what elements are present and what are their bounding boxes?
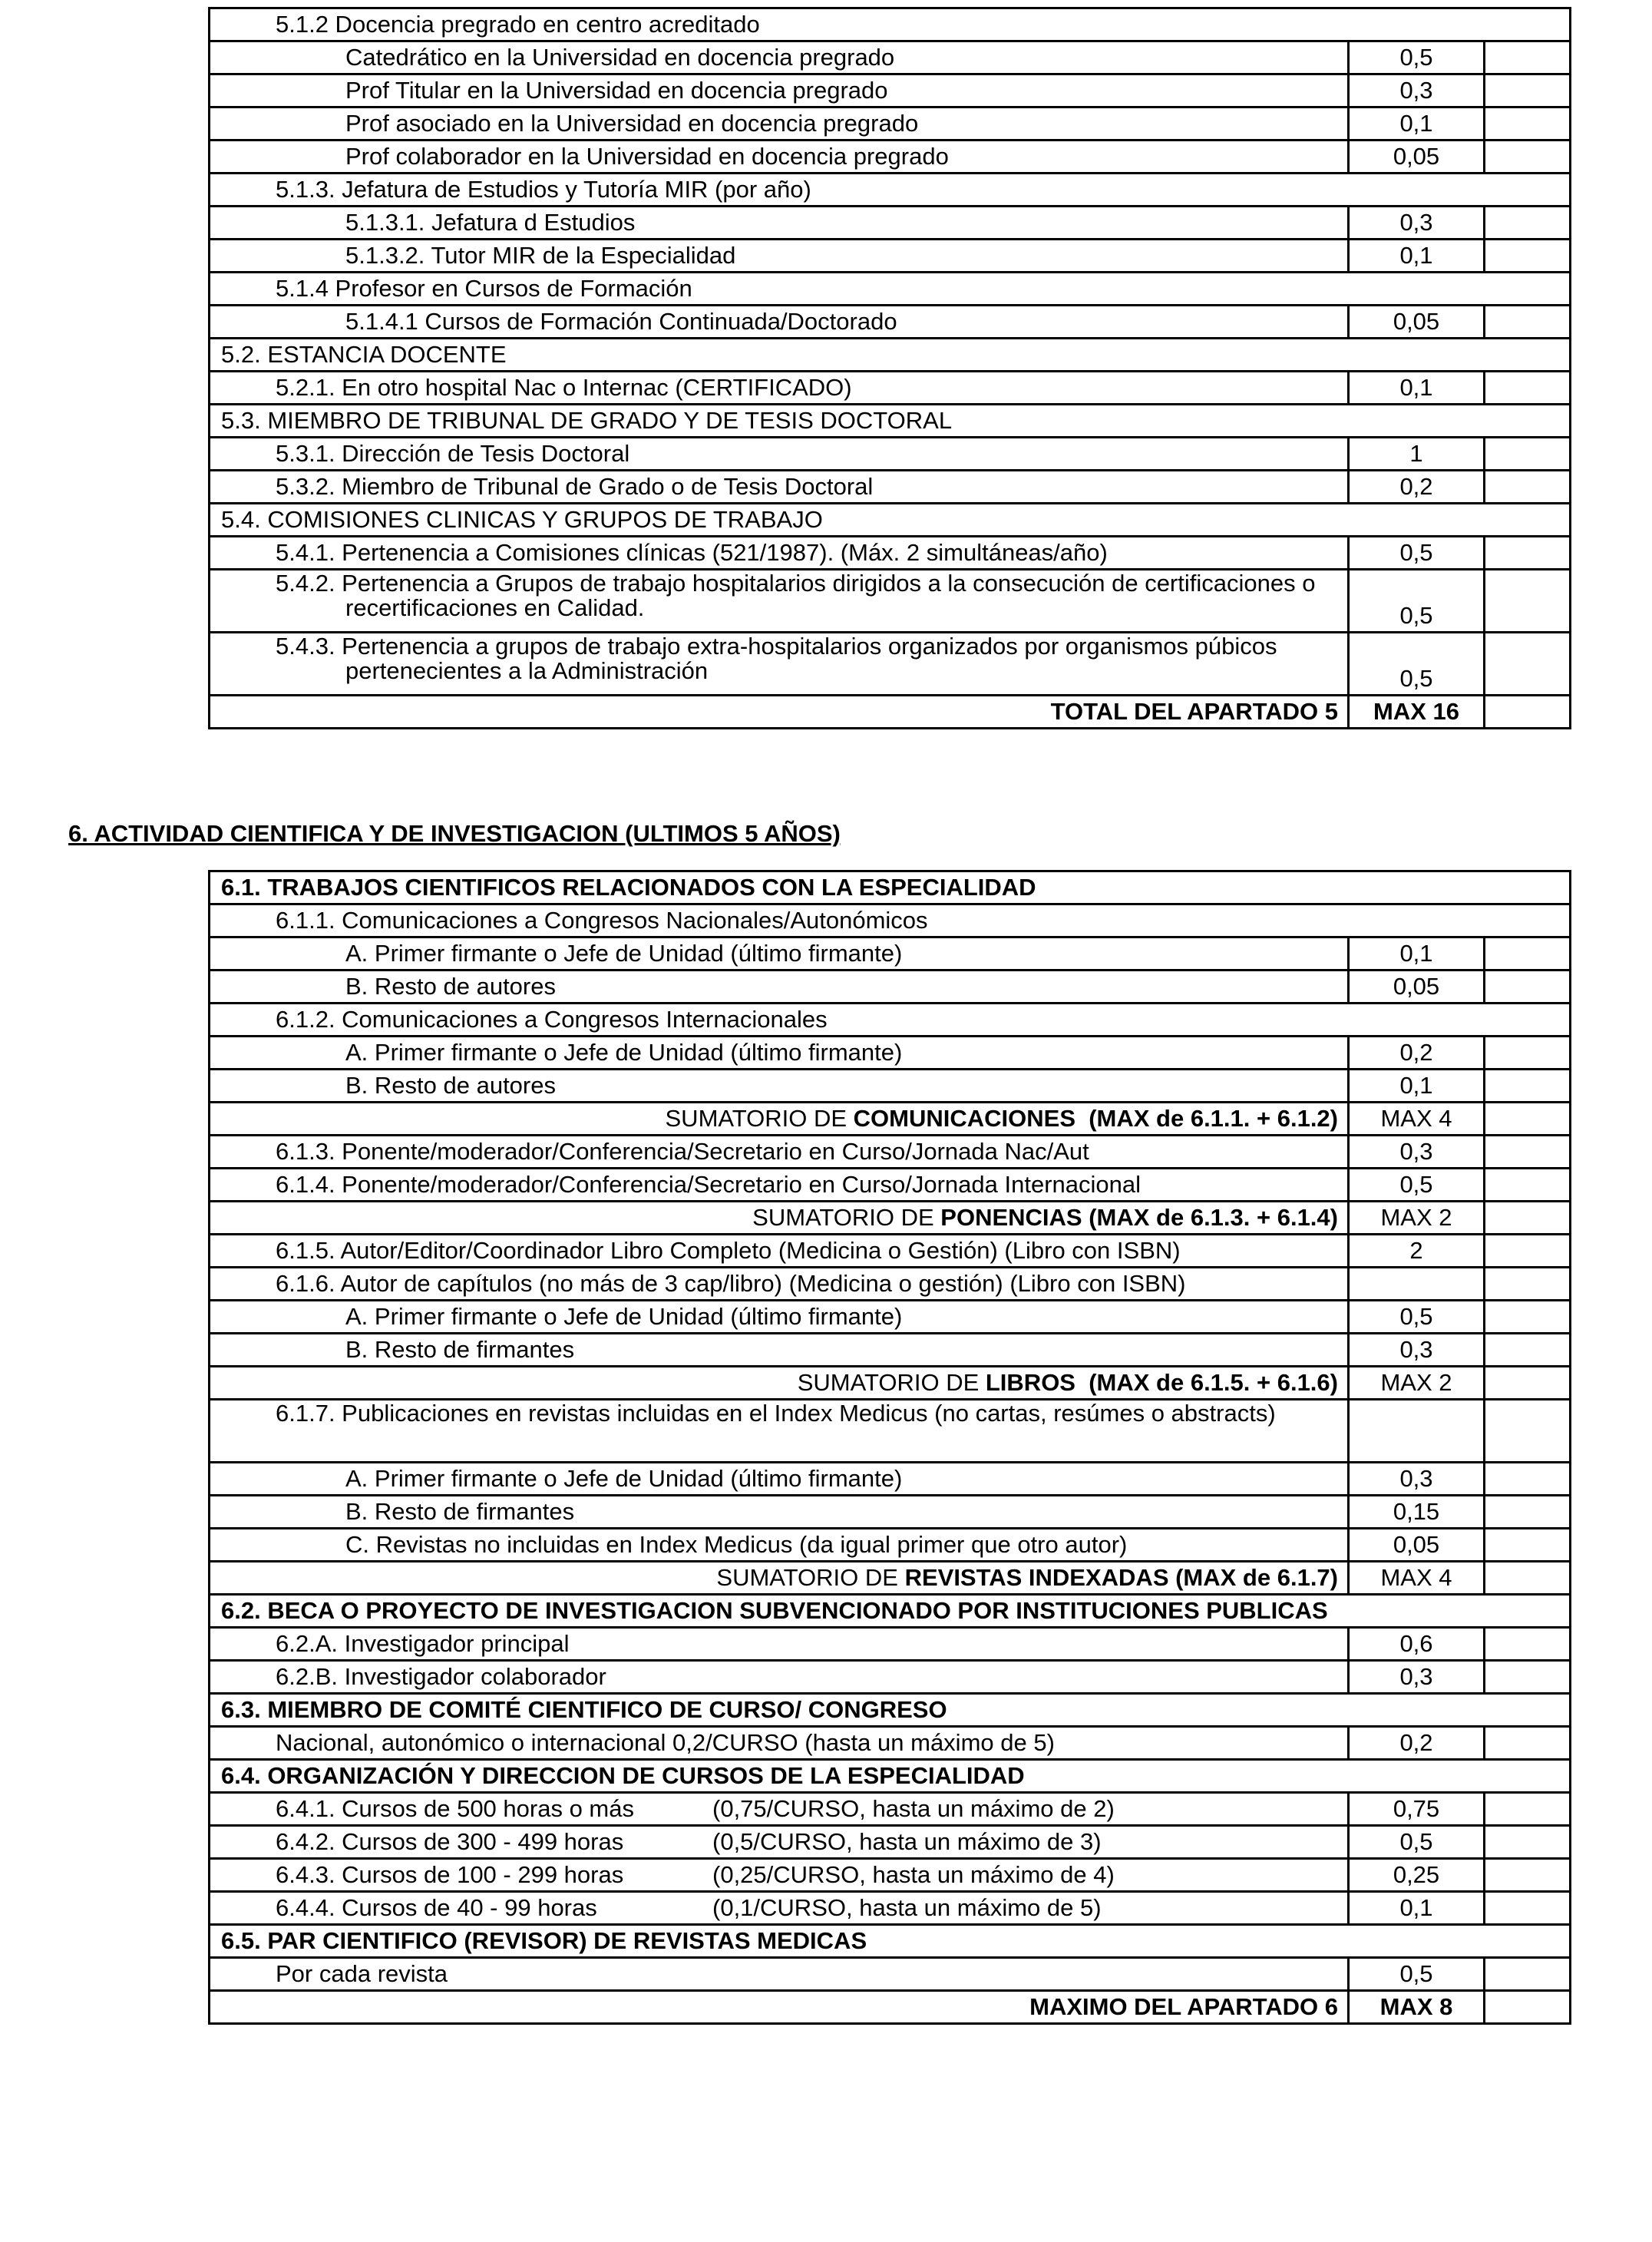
course-label: 6.4.2. Cursos de 300 - 499 horas [276,1828,624,1855]
table-row [210,1529,1571,1562]
row-description [210,1400,1349,1463]
row-description [210,471,1349,504]
table-row [210,107,1571,141]
description-text: 5.1.3.1. Jefatura d Estudios [345,209,636,236]
score-entry-cell[interactable] [1485,570,1571,633]
description-text: 6.5. PAR CIENTIFICO (REVISOR) DE REVISTAS MEDICAS [221,1927,867,1954]
section-header-row [210,1595,1571,1628]
score-value: 0,25 [1349,1859,1485,1892]
table-row [210,1661,1571,1694]
table-row [210,1628,1571,1661]
score-value: 0,1 [1349,1892,1485,1925]
row-description [210,405,1571,438]
table-row [210,1859,1571,1892]
row-description [210,1037,1349,1070]
section-header-row [210,339,1571,372]
score-value: 0,3 [1349,207,1485,240]
description-text: 6.2. BECA O PROYECTO DE INVESTIGACION SUBVENCIONADO POR INSTITUCIONES PUBLICAS [221,1597,1328,1624]
score-entry-cell[interactable] [1485,107,1571,141]
table-row [210,438,1571,471]
table-row [210,1169,1571,1202]
row-description [210,207,1349,240]
total-row [210,1103,1571,1136]
description-text: Prof Titular en la Universidad en docencia pregrado [345,77,888,104]
section-header-row [210,504,1571,537]
description-text: 5.4.1. Pertenencia a Comisiones clínicas (521/1987). (Máx. 2 simultáneas/año) [276,539,1108,566]
score-entry-cell[interactable] [1485,1103,1571,1136]
row-description [210,1367,1349,1400]
row-description [210,1859,1349,1892]
table-row [210,1892,1571,1925]
table-row [210,471,1571,504]
row-description [210,1760,1571,1793]
description-text: Prof colaborador en la Universidad en docencia pregrado [345,143,949,170]
table-row [210,1463,1571,1496]
row-description [210,141,1349,174]
score-entry-cell[interactable] [1485,696,1571,729]
course-rule: (0,25/CURSO, hasta un máximo de 4) [712,1861,1115,1888]
row-description [210,1463,1349,1496]
description-text: 5.3.1. Dirección de Tesis Doctoral [276,440,630,467]
row-description [210,1661,1349,1694]
score-value: 0,1 [1349,937,1485,971]
table-row [210,1037,1571,1070]
score-entry-cell[interactable] [1485,1169,1571,1202]
score-entry-cell[interactable] [1485,1661,1571,1694]
score-entry-cell[interactable] [1485,471,1571,504]
description-text: B. Resto de autores [345,973,556,1000]
row-description [210,904,1571,937]
row-description [210,74,1349,107]
score-entry-cell[interactable] [1485,1400,1571,1463]
description-text: B. Resto de firmantes [345,1498,575,1525]
description-text: A. Primer firmante o Jefe de Unidad (último firmante) [345,940,903,967]
score-entry-cell[interactable] [1485,141,1571,174]
score-value: 0,5 [1349,537,1485,570]
score-entry-cell[interactable] [1485,1826,1571,1859]
row-description [210,537,1349,570]
score-value: 0,75 [1349,1793,1485,1826]
score-value: 0,5 [1349,41,1485,74]
row-description [210,1334,1349,1367]
score-value [1349,1268,1485,1301]
row-description [210,1235,1349,1268]
description-text: TOTAL DEL APARTADO 5 [1050,698,1338,725]
score-value: 0,15 [1349,1496,1485,1529]
score-value: 0,3 [1349,1136,1485,1169]
score-value: MAX 2 [1349,1367,1485,1400]
section-header-row [210,871,1571,904]
row-description [210,1727,1349,1760]
table-row [210,372,1571,405]
row-description [210,1793,1349,1826]
row-description [210,1103,1349,1136]
score-entry-cell[interactable] [1485,633,1571,696]
course-label: 6.4.1. Cursos de 500 horas o más [276,1795,634,1822]
table-row [210,971,1571,1004]
score-entry-cell[interactable] [1485,937,1571,971]
score-value: 0,1 [1349,107,1485,141]
score-value: 0,05 [1349,141,1485,174]
score-entry-cell[interactable] [1485,1727,1571,1760]
row-description [210,1925,1571,1958]
row-description [210,1892,1349,1925]
table-row [210,1301,1571,1334]
section-header-row [210,904,1571,937]
row-description [210,937,1349,971]
table-row [210,1235,1571,1268]
row-description [210,1268,1349,1301]
score-value: 0,5 [1349,570,1485,633]
section-header-row [210,174,1571,207]
row-description [210,1826,1349,1859]
description-text: 6.1.7. Publicaciones en revistas incluidas en el Index Medicus (no cartas, resúmes o abstracts) [276,1400,1276,1427]
total-row [210,1562,1571,1595]
section-header-row [210,1694,1571,1727]
score-value: 0,5 [1349,633,1485,696]
row-description [210,504,1571,537]
score-entry-cell[interactable] [1485,1037,1571,1070]
table-row [210,537,1571,570]
table-row [210,1070,1571,1103]
row-description [210,1595,1571,1628]
score-entry-cell[interactable] [1485,1793,1571,1826]
description-text: 5.4. COMISIONES CLINICAS Y GRUPOS DE TRABAJO [221,506,823,533]
total-label-emphasis: REVISTAS INDEXADAS (MAX de 6.1.7) [904,1564,1338,1591]
score-entry-cell[interactable] [1485,1892,1571,1925]
row-description [210,306,1349,339]
score-entry-cell[interactable] [1485,971,1571,1004]
section-header-row [210,273,1571,306]
score-entry-cell[interactable] [1485,41,1571,74]
description-text: 6.1. TRABAJOS CIENTIFICOS RELACIONADOS CON LA ESPECIALIDAD [221,874,1036,901]
row-description [210,1202,1349,1235]
course-rule: (0,5/CURSO, hasta un máximo de 3) [712,1828,1102,1855]
table-row [210,306,1571,339]
score-entry-cell[interactable] [1485,1463,1571,1496]
table-row [210,1496,1571,1529]
score-value: 0,5 [1349,1958,1485,1991]
course-label: 6.4.3. Cursos de 100 - 299 horas [276,1861,624,1888]
total-row [210,1202,1571,1235]
table-row [210,570,1571,633]
table-row [210,937,1571,971]
description-text: 5.2. ESTANCIA DOCENTE [221,341,507,368]
description-text: B. Resto de autores [345,1072,556,1099]
row-description [210,438,1349,471]
description-text: 5.4.3. Pertenencia a grupos de trabajo extra-hospitalarios organizados por organismos púbicos pertenecientes a la Administración [276,633,1277,684]
score-entry-cell[interactable] [1485,1235,1571,1268]
description-text: 6.1.3. Ponente/moderador/Conferencia/Secretario en Curso/Jornada Nac/Aut [276,1138,1089,1165]
row-description [210,107,1349,141]
score-value: MAX 16 [1349,696,1485,729]
row-description [210,633,1349,696]
score-value: 0,2 [1349,1727,1485,1760]
section-header-row [210,8,1571,41]
row-description [210,971,1349,1004]
score-entry-cell[interactable] [1485,207,1571,240]
section-header-row [210,1760,1571,1793]
score-value: 0,05 [1349,306,1485,339]
row-description [210,1169,1349,1202]
course-label: 6.4.4. Cursos de 40 - 99 horas [276,1894,597,1921]
total-label-emphasis: PONENCIAS (MAX de 6.1.3. + 6.1.4) [940,1204,1338,1231]
table-row [210,1334,1571,1367]
score-value: 0,2 [1349,1037,1485,1070]
description-text: 5.1.4.1 Cursos de Formación Continuada/Doctorado [345,308,897,335]
total-row [210,1367,1571,1400]
table-row [210,41,1571,74]
score-value: 0,5 [1349,1826,1485,1859]
description-text: 5.1.2 Docencia pregrado en centro acreditado [276,11,760,38]
score-entry-cell[interactable] [1485,1136,1571,1169]
score-value: 0,05 [1349,1529,1485,1562]
description-text: C. Revistas no incluidas en Index Medicus (da igual primer que otro autor) [345,1531,1128,1558]
score-value: MAX 8 [1349,1991,1485,2024]
description-text: 6.1.6. Autor de capítulos (no más de 3 cap/libro) (Medicina o gestión) (Libro con ISBN) [276,1270,1186,1297]
description-text: 6.1.2. Comunicaciones a Congresos Internacionales [276,1006,828,1033]
description-text: 6.2.B. Investigador colaborador [276,1663,606,1690]
score-entry-cell[interactable] [1485,1301,1571,1334]
score-entry-cell[interactable] [1485,74,1571,107]
table-row [210,1136,1571,1169]
score-value: 0,2 [1349,471,1485,504]
description-text: 6.3. MIEMBRO DE COMITÉ CIENTIFICO DE CURSO/ CONGRESO [221,1696,947,1723]
total-label: SUMATORIO DE [752,1204,941,1231]
row-description [210,696,1349,729]
row-description [210,1958,1349,1991]
description-text: 5.4.2. Pertenencia a Grupos de trabajo hospitalarios dirigidos a la consecución de certificaciones o recertificaciones en Calidad. [276,570,1316,621]
score-entry-cell[interactable] [1485,1859,1571,1892]
score-value: 2 [1349,1235,1485,1268]
score-value: 0,1 [1349,372,1485,405]
description-text: 5.1.3.2. Tutor MIR de la Especialidad [345,242,736,269]
section-header-row [210,405,1571,438]
score-value [1349,1400,1485,1463]
row-description [210,1496,1349,1529]
table-row [210,1400,1571,1463]
description-text: 6.1.1. Comunicaciones a Congresos Nacionales/Autonómicos [276,907,928,934]
score-value: 0,3 [1349,1334,1485,1367]
description-text: 6.2.A. Investigador principal [276,1630,570,1657]
description-text: MAXIMO DEL APARTADO 6 [1029,1993,1338,2020]
row-description [210,570,1349,633]
row-description [210,1628,1349,1661]
table-row [210,1958,1571,1991]
score-value: 0,5 [1349,1301,1485,1334]
description-text: 6.4. ORGANIZACIÓN Y DIRECCION DE CURSOS DE LA ESPECIALIDAD [221,1762,1025,1789]
table-row [210,207,1571,240]
row-description [210,240,1349,273]
description-text: 5.1.4 Profesor en Cursos de Formación [276,275,692,302]
description-text: A. Primer firmante o Jefe de Unidad (último firmante) [345,1039,903,1066]
row-description [210,372,1349,405]
description-text: 5.3.2. Miembro de Tribunal de Grado o de Tesis Doctoral [276,473,874,500]
score-entry-cell[interactable] [1485,1268,1571,1301]
score-entry-cell[interactable] [1485,1496,1571,1529]
row-description [210,1136,1349,1169]
table-row [210,240,1571,273]
scoring-table-section-6 [208,870,1571,2025]
table-row [210,1268,1571,1301]
table-row [210,1727,1571,1760]
total-label: SUMATORIO DE [716,1564,905,1591]
section-header-row [210,1004,1571,1037]
description-text: Nacional, autonómico o internacional 0,2/CURSO (hasta un máximo de 5) [276,1729,1055,1756]
section-header-row [210,1925,1571,1958]
score-value: MAX 2 [1349,1202,1485,1235]
row-description [210,871,1571,904]
scoring-table-section-5 [208,7,1571,729]
description-text: B. Resto de firmantes [345,1336,575,1363]
score-entry-cell[interactable] [1485,1991,1571,2024]
total-label: SUMATORIO DE [665,1105,854,1132]
table-row [210,74,1571,107]
score-value: 0,5 [1349,1169,1485,1202]
score-entry-cell[interactable] [1485,1334,1571,1367]
score-value: 0,05 [1349,971,1485,1004]
score-entry-cell[interactable] [1485,1628,1571,1661]
score-value: 0,3 [1349,74,1485,107]
table-row [210,633,1571,696]
description-text: Catedrático en la Universidad en docencia pregrado [345,44,895,71]
description-text: 5.2.1. En otro hospital Nac o Internac (CERTIFICADO) [276,374,852,401]
score-entry-cell[interactable] [1485,306,1571,339]
table-row [210,1793,1571,1826]
score-entry-cell[interactable] [1485,1202,1571,1235]
total-label-emphasis: LIBROS (MAX de 6.1.5. + 6.1.6) [985,1369,1338,1396]
score-entry-cell[interactable] [1485,1529,1571,1562]
score-entry-cell[interactable] [1485,372,1571,405]
score-entry-cell[interactable] [1485,1958,1571,1991]
description-text: 5.3. MIEMBRO DE TRIBUNAL DE GRADO Y DE TESIS DOCTORAL [221,407,953,434]
score-entry-cell[interactable] [1485,537,1571,570]
score-value: 1 [1349,438,1485,471]
row-description [210,1070,1349,1103]
score-value: 0,1 [1349,240,1485,273]
description-text: Prof asociado en la Universidad en docencia pregrado [345,110,919,137]
course-rule: (0,75/CURSO, hasta un máximo de 2) [712,1795,1115,1822]
row-description [210,8,1571,41]
score-entry-cell[interactable] [1485,1562,1571,1595]
score-value: 0,3 [1349,1661,1485,1694]
score-value: 0,6 [1349,1628,1485,1661]
description-text: 5.1.3. Jefatura de Estudios y Tutoría MIR (por año) [276,176,811,203]
row-description [210,1529,1349,1562]
description-text: A. Primer firmante o Jefe de Unidad (último firmante) [345,1303,903,1330]
row-description [210,273,1571,306]
total-label-emphasis: COMUNICACIONES (MAX de 6.1.1. + 6.1.2) [853,1105,1338,1132]
section-6-heading: 6. ACTIVIDAD CIENTIFICA Y DE INVESTIGACION (ULTIMOS 5 AÑOS) [68,820,841,847]
score-entry-cell[interactable] [1485,1070,1571,1103]
row-description [210,174,1571,207]
total-label: SUMATORIO DE [797,1369,986,1396]
row-description [210,339,1571,372]
score-entry-cell[interactable] [1485,1367,1571,1400]
description-text: A. Primer firmante o Jefe de Unidad (último firmante) [345,1465,903,1492]
row-description [210,1004,1571,1037]
total-row [210,696,1571,729]
row-description [210,1694,1571,1727]
description-text: Por cada revista [276,1960,448,1987]
score-value: 0,3 [1349,1463,1485,1496]
row-description [210,41,1349,74]
score-value: MAX 4 [1349,1562,1485,1595]
table-row [210,141,1571,174]
row-description [210,1991,1349,2024]
score-value: MAX 4 [1349,1103,1485,1136]
score-entry-cell[interactable] [1485,240,1571,273]
row-description [210,1301,1349,1334]
total-row [210,1991,1571,2024]
score-value: 0,1 [1349,1070,1485,1103]
score-entry-cell[interactable] [1485,438,1571,471]
description-text: 6.1.5. Autor/Editor/Coordinador Libro Completo (Medicina o Gestión) (Libro con ISBN) [276,1237,1181,1264]
table-row [210,1826,1571,1859]
description-text: 6.1.4. Ponente/moderador/Conferencia/Secretario en Curso/Jornada Internacional [276,1171,1142,1198]
row-description [210,1562,1349,1595]
course-rule: (0,1/CURSO, hasta un máximo de 5) [712,1894,1102,1921]
